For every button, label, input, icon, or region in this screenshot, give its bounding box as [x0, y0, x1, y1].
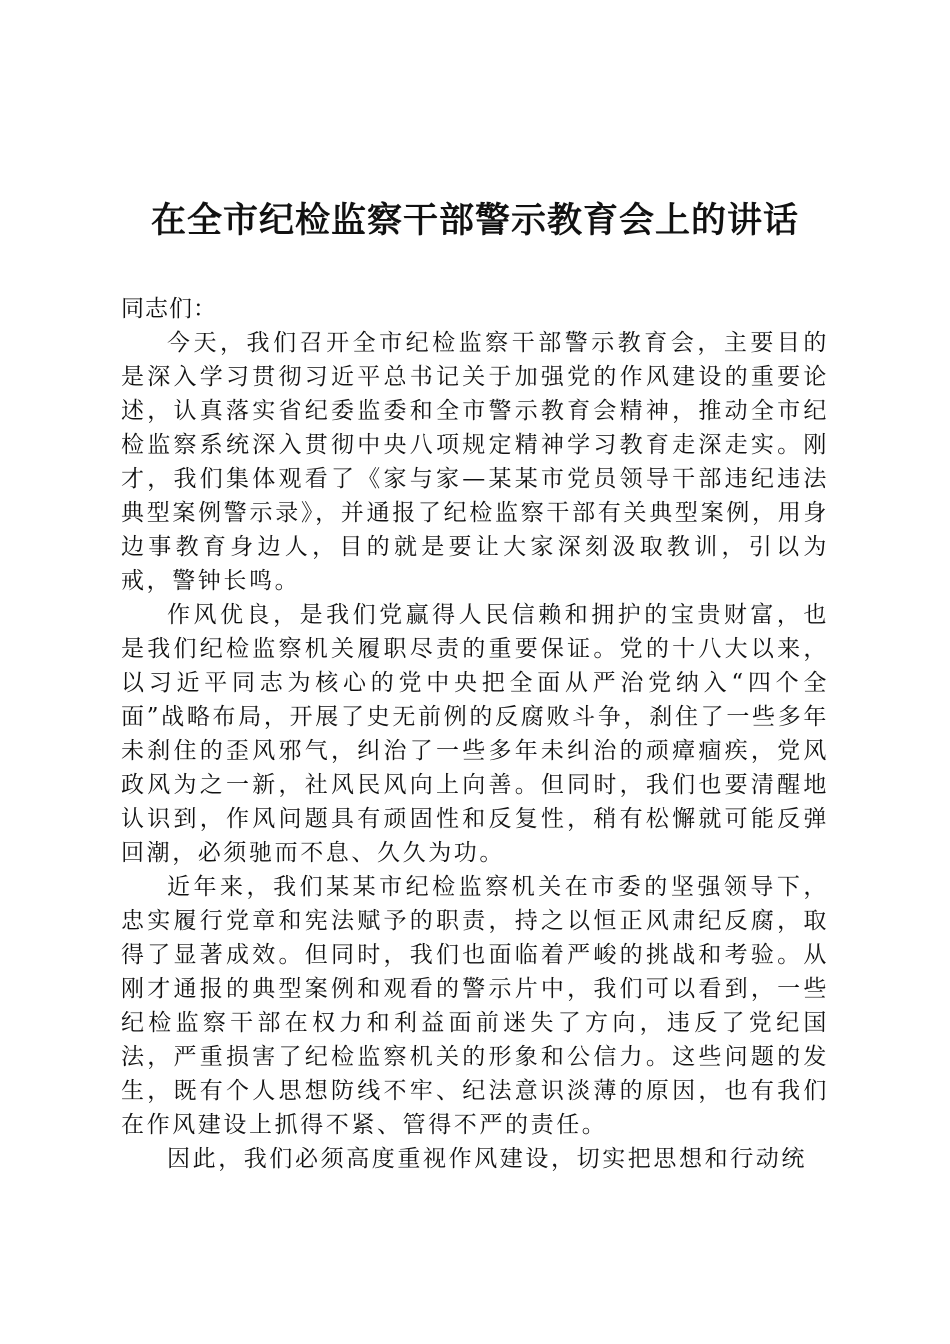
- paragraph-1: 今天，我们召开全市纪检监察干部警示教育会，主要目的是深入学习贯彻习近平总书记关于加强党的作风建设的重要论述，认真落实省纪委监委和全市警示教育会精神，推动全市纪检监察系统深入贯彻中央八项规定精神学习教育走深走实。刚才，我们集体观看了《家与家—某某市党员领导干部违纪违法典型案例警示录》，并通报了纪检监察干部有关典型案例，用身边事教育身边人，目的就是要让大家深刻汲取教训，引以为戒，警钟长鸣。: [121, 330, 829, 594]
- document-title: 在全市纪检监察干部警示教育会上的讲话: [150, 200, 799, 241]
- paragraph-2: 作风优良，是我们党赢得人民信赖和拥护的宝贵财富，也是我们纪检监察机关履职尽责的重要保证。党的十八大以来，以习近平同志为核心的党中央把全面从严治党纳入“四个全面”战略布局，开展了史无前例的反腐败斗争，刹住了一些多年未刹住的歪风邪气，纠治了一些多年未纠治的顽瘴痼疾，党风政风为之一新，社风民风向上向善。但同时，我们也要清醒地认识到，作风问题具有顽固性和反复性，稍有松懈就可能反弹回潮，必须驰而不息、久久为功。: [121, 602, 829, 866]
- greeting-line: 同志们：: [121, 296, 217, 322]
- paragraph-4: 因此，我们必须高度重视作风建设，切实把思想和行动统: [167, 1146, 807, 1172]
- document-body: [121, 292, 829, 1176]
- paragraph-3: 近年来，我们某某市纪检监察机关在市委的坚强领导下，忠实履行党章和宪法赋予的职责，持之以恒正风肃纪反腐，取得了显著成效。但同时，我们也面临着严峻的挑战和考验。从刚才通报的典型案例和观看的警示片中，我们可以看到，一些纪检监察干部在权力和利益面前迷失了方向，违反了党纪国法，严重损害了纪检监察机关的形象和公信力。这些问题的发生，既有个人思想防线不牢、纪法意识淡薄的原因，也有我们在作风建设上抓得不紧、管得不严的责任。: [121, 874, 829, 1138]
